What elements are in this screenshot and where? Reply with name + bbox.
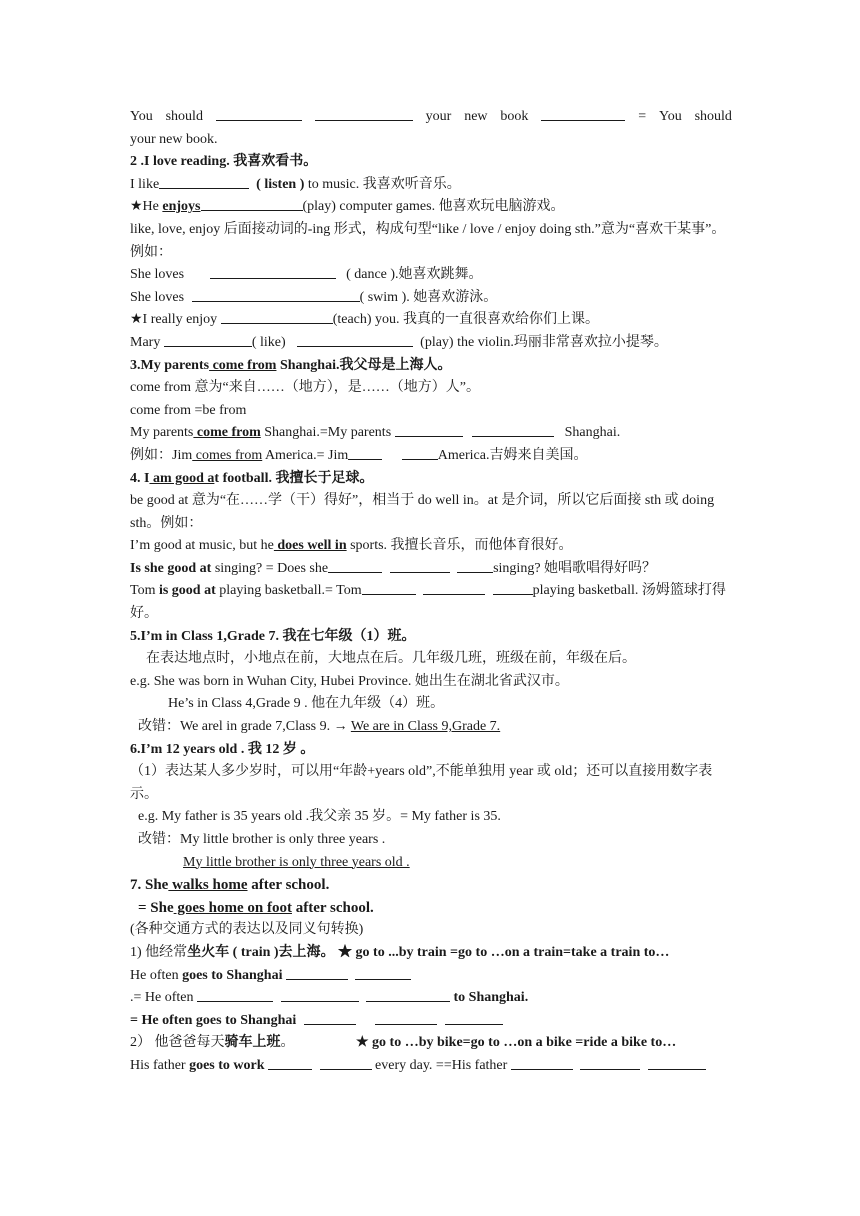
text: ★He [130, 199, 163, 215]
key-phrase: does well in [273, 538, 347, 554]
text: playing basketball.= Tom [215, 583, 362, 599]
blank[interactable] [197, 987, 273, 1002]
key-phrase: goes to work [189, 1057, 265, 1073]
exercise-line [130, 942, 732, 965]
blank[interactable] [328, 558, 382, 573]
text: every day. ==His father [371, 1057, 511, 1073]
key-phrase: goes home on foot [173, 899, 292, 916]
key-phrase: come from [193, 425, 261, 441]
example-line: He’s in Class 4,Grade 9 . 他在九年级（4）班。 [168, 696, 445, 712]
section-heading [130, 355, 732, 378]
explanation: come from =be from [130, 402, 247, 418]
text: singing? 她唱歌唱得好吗？ [493, 560, 657, 576]
exercise-line [130, 264, 732, 287]
rule-text: 。 ★ go to ...by train =go to …on a train=take a train to… [320, 944, 670, 960]
blank[interactable] [210, 264, 336, 279]
blank[interactable] [320, 1055, 372, 1070]
answer: enjoys [162, 199, 201, 215]
text: She loves [130, 289, 185, 305]
explanation: （1）表达某人多少岁时，可以用“年龄+years old”,不能单独用 year 或 old；还可以直接用数字表示。 [130, 764, 713, 802]
exercise-line [130, 580, 732, 625]
blank[interactable] [297, 332, 413, 347]
key-phrase: goes to Shanghai [182, 967, 283, 983]
text: the violin.玛丽非常喜欢拉小提琴。 [453, 334, 668, 350]
blank[interactable] [580, 1055, 640, 1070]
text: 改错：We arel in grade 7,Class 9. → [138, 719, 351, 735]
blank[interactable] [366, 987, 450, 1002]
text: 她喜欢跳舞。 [398, 267, 483, 283]
document-page [130, 106, 732, 1078]
text: after school. [291, 899, 374, 916]
blank[interactable] [216, 106, 302, 121]
text: 3.My parents [130, 357, 210, 373]
text: .= He often [130, 990, 197, 1006]
blank[interactable] [268, 1055, 312, 1070]
exercise-line [130, 1010, 732, 1033]
text: Is [130, 560, 141, 576]
exercise-line [130, 174, 732, 197]
exercise-line [130, 558, 732, 581]
sentence-line [130, 106, 732, 129]
blank[interactable] [201, 196, 303, 211]
text: Shanghai. [561, 425, 621, 441]
text: = She [138, 899, 174, 916]
hint: (play) [420, 334, 454, 350]
key-phrase: she good at [140, 560, 212, 576]
text: book [500, 109, 529, 124]
section-heading: 6.I’m 12 years old . 我 12 岁 。 [130, 741, 315, 757]
blank[interactable] [304, 1010, 356, 1025]
blank[interactable] [159, 174, 249, 189]
blank[interactable] [362, 580, 416, 595]
blank[interactable] [348, 445, 382, 460]
blank[interactable] [355, 965, 411, 980]
exercise-line [130, 1055, 732, 1078]
text: singing? = Does she [211, 560, 329, 576]
text: 她喜欢游泳。 [409, 289, 498, 305]
text: I’m good at music, but he [130, 538, 274, 554]
blank[interactable] [221, 309, 333, 324]
blank[interactable] [315, 106, 413, 121]
blank[interactable] [164, 332, 252, 347]
example-line: e.g. My father is 35 years old .我父亲 35 岁。= My father is 35. [138, 809, 501, 825]
text: 4. I [130, 470, 150, 486]
exercise-line [130, 196, 732, 219]
text: (teach) you. 我真的一直很喜欢给你们上课。 [332, 312, 600, 328]
text: = He often goes to Shanghai [130, 1012, 297, 1028]
blank[interactable] [192, 287, 360, 302]
text: 例如：Jim [130, 447, 193, 463]
text: sports. 我擅长音乐，而他体育很好。 [346, 538, 573, 554]
hint: ( swim ). [359, 289, 410, 305]
key-phrase: walks home [168, 877, 248, 894]
section-heading [130, 468, 732, 491]
key-phrase: am good a [149, 470, 215, 486]
blank[interactable] [493, 580, 533, 595]
blank[interactable] [648, 1055, 706, 1070]
hint: ( listen ) [256, 176, 305, 192]
text: ★I really enjoy [130, 312, 221, 328]
text: = [638, 109, 647, 124]
text: She loves [130, 267, 185, 283]
blank[interactable] [457, 558, 493, 573]
section-heading [130, 897, 732, 920]
text: His father [130, 1057, 190, 1073]
explanation: be good at 意为“在……学（干）得好”，相当于 do well in。at 是介词，所以它后面接 sth 或 doing sth。例如： [130, 493, 715, 531]
text: Mary [130, 334, 164, 350]
section-heading: 2 .I love reading. 我喜欢看书。 [130, 154, 318, 170]
blank[interactable] [445, 1010, 503, 1025]
explanation: like, love, enjoy 后面接动词的-ing 形式，构成句型“like / love / enjoy doing sth.”意为“喜欢干某事”。例如： [130, 221, 726, 260]
text: your [425, 109, 452, 124]
text: should [165, 109, 203, 124]
text: after school. [247, 877, 330, 894]
sentence-line: your new book. [130, 131, 218, 147]
text: to music. 我喜欢听音乐。 [304, 176, 461, 192]
rule-text: ★ go to …by bike=go to …on a bike =ride a bike to… [356, 1035, 677, 1051]
exercise-line [130, 422, 732, 445]
text: Tom [130, 583, 159, 599]
text: America.吉姆来自美国。 [437, 447, 588, 463]
correction-line [130, 716, 732, 739]
text: 1) 他经常 [130, 944, 188, 960]
text: new [464, 109, 488, 124]
section-heading: 5.I’m in Class 1,Grade 7. 我在七年级（1）班。 [130, 628, 416, 644]
blank[interactable] [511, 1055, 573, 1070]
text: t football. 我擅长于足球。 [214, 470, 374, 486]
blank[interactable] [286, 965, 348, 980]
text: You [130, 109, 153, 124]
exercise-line [130, 987, 732, 1010]
exercise-line [130, 287, 732, 310]
exercise-line [130, 332, 732, 355]
explanation: (各种交通方式的表达以及同义句转换) [130, 922, 364, 938]
text: to Shanghai. [453, 990, 529, 1006]
key-phrase: 骑车上班 [224, 1035, 281, 1051]
text: 。 [280, 1035, 295, 1051]
text: 7. She [130, 877, 169, 894]
example-line: e.g. She was born in Wuhan City, Hubei Province. 她出生在湖北省武汉市。 [130, 673, 569, 689]
key-phrase: 坐火车 ( train )去上海 [187, 944, 321, 960]
text: Shanghai.我父母是上海人。 [276, 357, 452, 373]
blank[interactable] [281, 987, 359, 1002]
example-line [130, 535, 732, 558]
hint: ( like) [251, 334, 286, 350]
blank[interactable] [402, 445, 438, 460]
blank[interactable] [395, 422, 463, 437]
text: playing basketball. 汤姆篮球打得好。 [130, 583, 726, 622]
key-phrase: is good at [158, 583, 216, 599]
exercise-line [130, 965, 732, 988]
text: I like [130, 176, 160, 192]
text: My parents [130, 425, 194, 441]
correction-line: 改错：My little brother is only three years . [138, 832, 386, 847]
blank[interactable] [541, 106, 625, 121]
text: 2） 他爸爸每天 [130, 1035, 225, 1051]
text: (play) computer games. 他喜欢玩电脑游戏。 [302, 199, 565, 215]
exercise-line [130, 445, 732, 468]
section-heading [130, 874, 732, 897]
exercise-line [130, 1032, 732, 1055]
key-phrase: come from [209, 357, 277, 373]
blank[interactable] [375, 1010, 437, 1025]
blank[interactable] [390, 558, 450, 573]
blank[interactable] [472, 422, 554, 437]
text: He often [130, 967, 183, 983]
explanation: 在表达地点时，小地点在前，大地点在后。几年级几班，班级在前，年级在后。 [146, 651, 636, 667]
correction: My little brother is only three years old . [183, 854, 410, 870]
key-phrase: comes from [192, 447, 263, 463]
exercise-line [130, 309, 732, 332]
explanation: come from 意为“来自……（地方），是……（地方）人”。 [130, 380, 480, 396]
hint: ( dance ). [346, 267, 399, 283]
text: should [694, 109, 732, 124]
text: America.= Jim [262, 447, 349, 463]
blank[interactable] [423, 580, 485, 595]
text: You [658, 109, 682, 124]
correction: We are in Class 9,Grade 7. [350, 719, 501, 735]
text: Shanghai.=My parents [260, 425, 395, 441]
